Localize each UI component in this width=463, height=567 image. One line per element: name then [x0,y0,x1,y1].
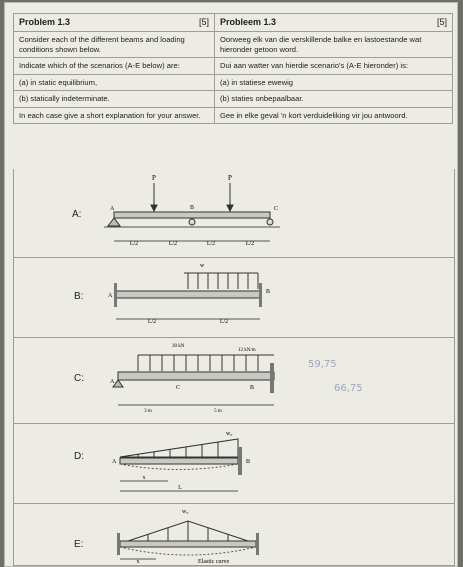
scenario-b-diagram [98,257,278,335]
arrowhead [151,205,157,211]
text-row [14,107,453,123]
text-row [14,91,453,107]
scenario-e-panel [13,503,455,566]
beam [116,291,260,298]
point-label-a: A [110,379,115,385]
problem-title-en [14,14,215,32]
point-label-b: B [190,205,195,211]
load-label-30kn: 30 kN [172,344,185,349]
load-label-w: w [200,263,205,269]
point-label-b: B [266,289,271,295]
problem-marks-af: [5] [436,17,447,27]
problem-table [13,13,453,124]
pin-support-a [108,218,120,226]
beam [120,458,238,464]
scenario-c-panel [13,337,455,424]
load-label-12knm: 12 kN/m [238,348,256,353]
load-label-p2: P [228,174,232,182]
point-label-a: A [112,459,117,465]
text-af: (a) in statiese ewewig [215,74,453,90]
fixed-wall-b [238,447,242,475]
text-row [14,58,453,74]
text-en: Consider each of the different beams and loading conditions shown below. [14,32,215,58]
scenario-d-diagram [98,423,278,501]
scenario-c-label: C: [74,373,84,384]
pin-support-a [113,380,123,387]
point-label-c: C [274,206,279,212]
dim-label: L/2 [129,241,139,247]
scenario-a-panel [13,169,455,258]
fixed-wall-b [270,363,274,393]
elastic-curve [120,547,256,555]
load-label-w0: w₀ [226,431,233,437]
problem-title-af [215,14,453,32]
dim-label-5m: 5 m [214,409,222,414]
beam [120,541,256,547]
scenario-b-label: B: [74,291,84,302]
handwritten-note-1: 59,75 [308,359,337,370]
text-en: Indicate which of the scenarios (A-E below) are: [14,58,215,74]
dim-label: L/2 [147,319,157,325]
scenario-a-diagram [94,169,294,255]
title-row [14,14,453,32]
distributed-load-arrows [188,273,258,289]
text-en: (a) in static equilibrium, [14,74,215,90]
beam [114,212,270,218]
point-label-a: A [110,206,115,212]
point-label-a: A [108,293,113,299]
elastic-curve-label: Elastic curve [198,559,230,565]
fixed-wall-b [256,533,259,555]
worksheet-page [4,2,458,567]
scenario-c-diagram [98,337,298,421]
roller-support-c [267,219,273,225]
text-row [14,74,453,90]
scenario-a-label: A: [72,209,82,220]
load-label-p1: P [152,174,156,182]
problem-title-text-en: Problem 1.3 [19,17,71,27]
deflection-curve [120,464,238,470]
text-af: Gee in elke geval 'n kort verduideliking vir jou antwoord. [215,107,453,123]
handwritten-note-2: 66,75 [334,383,363,394]
text-row [14,32,453,58]
point-label-b: B [246,459,251,465]
problem-marks-en: [5] [198,17,209,27]
dim-label: L/2 [245,241,255,247]
text-af: (b) staties onbepaalbaar. [215,91,453,107]
scenario-d-label: D: [74,451,84,462]
dim-label-l: L [178,485,182,491]
fixed-wall-b [259,283,262,307]
text-af: Dui aan watter van hierdie scenario's (A-E hieronder) is: [215,58,453,74]
load-label-w0: w₀ [182,509,189,515]
point-label-b: B [250,385,255,391]
distributed-load-arrows [138,355,258,371]
roller-support-b [189,219,195,225]
dim-label-x: x [136,559,140,565]
scenario-e-label: E: [74,539,84,550]
scenario-b-panel [13,257,455,338]
scenario-e-diagram [98,503,278,565]
point-label-c: C [176,385,181,391]
dim-label-x: x [142,475,146,481]
text-en: In each case give a short explanation for your answer. [14,107,215,123]
dim-label: L/2 [168,241,178,247]
dim-label: L/2 [219,319,229,325]
arrowhead [227,205,233,211]
dim-label: L/2 [206,241,216,247]
fixed-wall-a [114,283,117,307]
text-en: (b) statically indeterminate. [14,91,215,107]
problem-title-text-af: Probleem 1.3 [220,17,277,27]
triangular-load-arrows [148,521,228,541]
dim-label-3m: 3 m [144,409,152,414]
beam [118,372,274,380]
scenario-d-panel [13,423,455,504]
text-af: Oorweeg elk van die verskillende balke en lastoestande wat hieronder getoon word. [215,32,453,58]
fixed-wall-a [117,533,120,555]
